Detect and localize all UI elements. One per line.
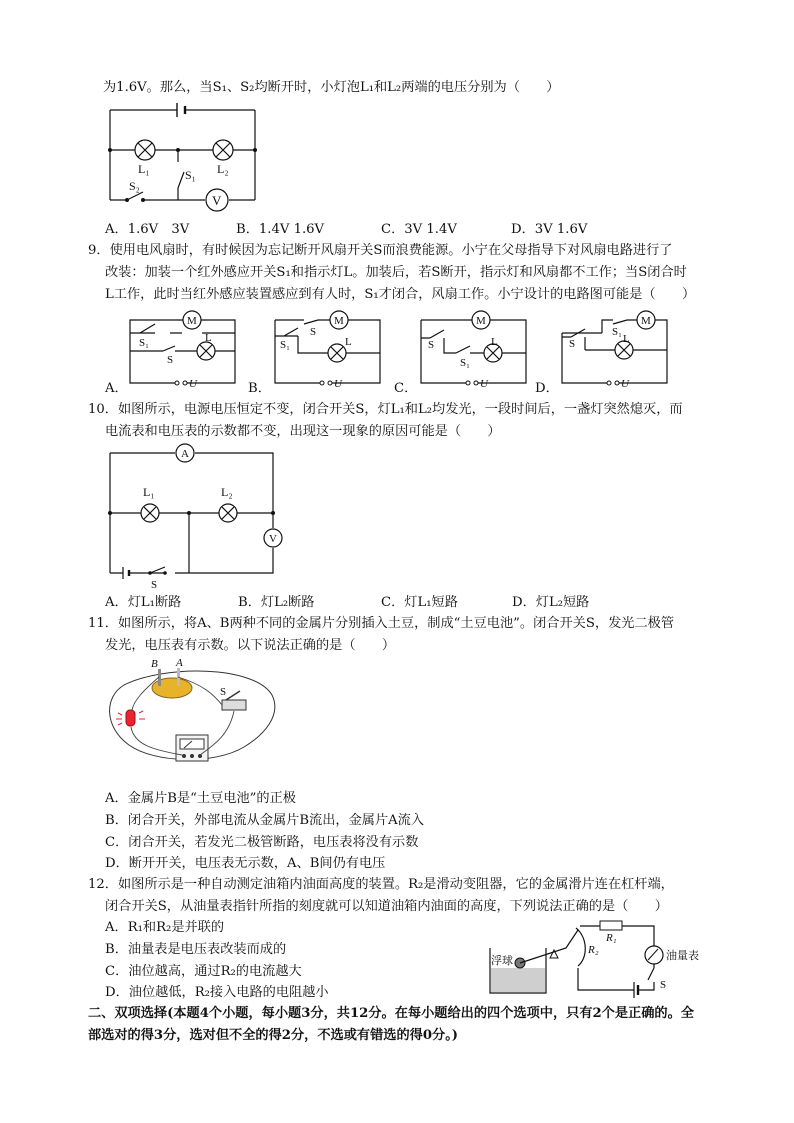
svg-text:L: L [345,336,352,348]
q9-stem-line3: L工作，此时当红外感应装置感应到有人时，S₁才闭合，风扇工作。小宁设计的电路图可能是（ ） [105,287,696,302]
svg-text:B: B [151,658,158,670]
q8-option-d[interactable]: D．3V 1.6V [511,222,588,237]
svg-text:S₁: S₁ [460,357,470,369]
svg-text:L: L [623,333,630,345]
q10-stem-line1: 10．如图所示，电源电压恒定不变，闭合开关S，灯L₁和L₂均发光，一段时间后，一盏灯突然熄灭，而 [88,402,683,417]
q9-circuit-a [125,308,240,388]
q11-option-a[interactable]: A．金属片B是“土豆电池”的正极 [105,791,296,806]
led-icon [116,710,145,726]
svg-text:S₁: S₁ [612,326,622,338]
q12-option-d[interactable]: D．油位越低，R₂接入电路的电阻越小 [105,985,329,1000]
q9-option-b[interactable]: B． [248,381,271,396]
svg-text:L: L [205,332,212,344]
q10-circuit-figure [105,443,280,591]
q9-option-c[interactable]: C． [394,381,418,396]
q12-option-b[interactable]: B．油量表是电压表改装而成的 [105,942,287,957]
lamp-L1-icon [141,504,159,522]
q10-option-d[interactable]: D．灯L₂短路 [512,595,590,610]
q10-option-a[interactable]: A．灯L₁断路 [105,595,182,610]
section2-heading-line2: 部选对的得3分，选对但不全的得2分，不选或有错选的得0分。) [88,1028,459,1043]
svg-text:S₁: S₁ [280,339,290,351]
q12-oil-gauge-figure [488,918,713,998]
svg-text:浮球: 浮球 [491,955,513,967]
q9-option-d[interactable]: D． [535,381,559,396]
svg-text:R₁: R₁ [606,932,617,944]
q11-option-b[interactable]: B．闭合开关，外部电流从金属片B流出，金属片A流入 [105,813,425,828]
svg-text:S: S [428,339,435,351]
svg-text:V: V [212,193,222,208]
q9-circuit-d [557,305,672,390]
svg-text:A: A [176,657,183,669]
svg-text:A: A [181,448,189,460]
lamp-icon [197,342,215,360]
q9-option-a[interactable]: A． [105,381,128,396]
svg-text:S: S [151,579,158,591]
svg-text:S: S [660,979,667,991]
q11-option-d[interactable]: D．断开开关，电压表无示数，A、B间仍有电压 [105,856,386,871]
svg-text:S: S [310,326,317,338]
svg-text:S: S [569,338,576,350]
voltmeter-icon [176,735,208,761]
svg-text:M: M [476,315,486,327]
q8-option-b[interactable]: B．1.4V 1.6V [236,222,325,237]
svg-text:R₂: R₂ [588,944,599,956]
svg-text:L₁: L₁ [138,162,150,176]
q9-stem-line1: 9．使用电风扇时，有时候因为忘记断开风扇开关S而浪费能源。小宁在父母指导下对风扇电路进行了 [88,243,673,258]
svg-text:L₂: L₂ [217,162,229,176]
q11-potato-battery-figure [104,655,279,785]
q8-circuit-figure [105,100,265,215]
lamp-L2-icon [219,504,237,522]
svg-text:U: U [334,378,342,390]
q10-stem-line2: 电流表和电压表的示数都不变，出现这一现象的原因可能是（ ） [105,424,501,439]
svg-text:M: M [334,315,344,327]
svg-text:M: M [641,315,651,327]
q12-option-a[interactable]: A．R₁和R₂是并联的 [105,920,225,935]
svg-text:S₁: S₁ [185,168,196,182]
svg-text:油量表: 油量表 [666,950,699,962]
lamp-icon [328,344,346,362]
lamp-L2-icon [213,140,233,160]
svg-text:L₂: L₂ [221,485,233,499]
svg-text:M: M [187,315,197,327]
q11-stem-line1: 11．如图所示，将A、B两种不同的金属片分别插入土豆，制成“土豆电池”。闭合开关S，发光二极管 [88,616,675,631]
q8-stem: 为1.6V。那么，当S₁、S₂均断开时，小灯泡L₁和L₂两端的电压分别为（ ） [103,80,560,95]
q10-option-b[interactable]: B．灯L₂断路 [238,595,315,610]
q9-circuit-b [270,308,385,388]
svg-text:V: V [269,533,277,545]
q11-option-c[interactable]: C．闭合开关，若发光二极管断路，电压表将没有示数 [105,835,419,850]
oil-meter-icon [645,946,663,964]
q12-option-c[interactable]: C．油位越高，通过R₂的电流越大 [105,964,302,979]
svg-text:S₁: S₁ [139,337,149,349]
lamp-L1-icon [135,140,155,160]
svg-text:S₂: S₂ [129,179,140,193]
section2-heading-line1: 二、双项选择(本题4个小题，每小题3分，共12分。在每小题给出的四个选项中，只有2个是正确的。全 [88,1006,694,1021]
q9-stem-line2: 改装：加装一个红外感应开关S₁和指示灯L。加装后，若S断开，指示灯和风扇都不工作；当S闭合时 [105,265,687,280]
q9-circuit-c [416,308,531,388]
q12-stem-line1: 12．如图所示是一种自动测定油箱内油面高度的装置。R₂是滑动变阻器，它的金属滑片连在杠杆端， [88,877,674,892]
q8-option-a[interactable]: A．1.6V 3V [105,222,190,237]
svg-text:U: U [621,378,629,390]
q12-stem-line2: 闭合开关S，从油量表指针所指的刻度就可以知道油箱内油面的高度，下列说法正确的是（ ） [105,899,668,914]
q10-option-c[interactable]: C．灯L₁短路 [381,595,458,610]
q11-stem-line2: 发光，电压表有示数。以下说法正确的是（ ） [105,638,396,653]
svg-text:S: S [220,686,227,698]
svg-text:L₁: L₁ [143,485,155,499]
svg-text:L: L [491,336,498,348]
q8-option-c[interactable]: C．3V 1.4V [381,222,457,237]
svg-text:U: U [189,378,197,390]
svg-text:S: S [167,354,174,366]
svg-text:U: U [480,378,488,390]
